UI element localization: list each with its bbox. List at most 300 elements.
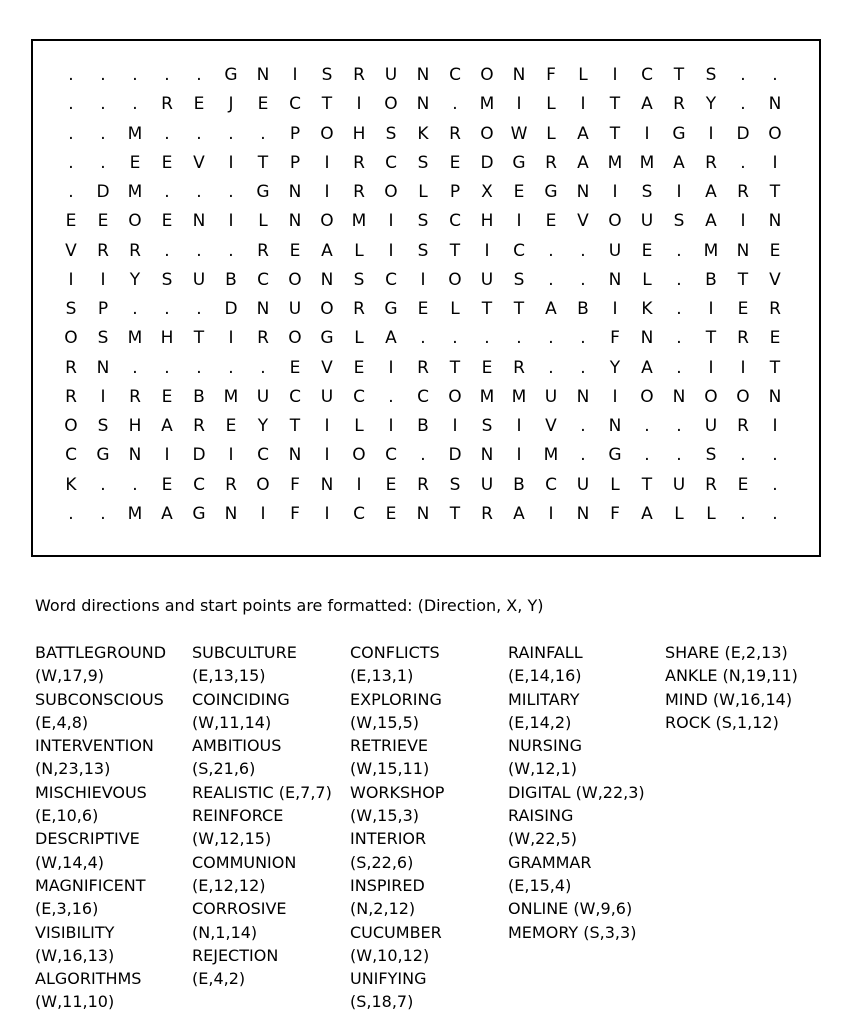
grid-cell: S: [97, 328, 109, 349]
word-column: [508, 641, 645, 944]
grid-cell: I: [708, 123, 714, 144]
grid-cell: C: [385, 445, 397, 466]
grid-cell: B: [193, 386, 205, 407]
grid-cell: O: [320, 123, 334, 144]
grid-cell: O: [64, 416, 78, 436]
grid-row: [55, 89, 815, 119]
grid-cell: A: [705, 182, 717, 202]
grid-cell: I: [484, 240, 490, 261]
grid-cell: N: [416, 94, 430, 115]
grid-cell: N: [768, 386, 782, 407]
word-entry: UNIFYING: [350, 969, 427, 989]
grid-cell: T: [449, 503, 461, 524]
grid-cell: M: [479, 94, 495, 115]
grid-cell: E: [97, 211, 109, 232]
grid-cell: S: [481, 416, 493, 436]
grid-cell: I: [516, 445, 522, 466]
grid-cell: R: [129, 386, 141, 407]
grid-cell: E: [769, 240, 781, 261]
word-entry: ROCK (S,1,12): [665, 712, 779, 732]
word-entry: SUBCULTURE: [192, 643, 297, 662]
grid-cell: S: [417, 240, 429, 261]
grid-cell: I: [228, 445, 234, 466]
grid-cell: .: [100, 65, 106, 85]
grid-cell: B: [513, 474, 525, 495]
grid-cell: O: [256, 474, 270, 495]
grid-cell: M: [639, 152, 655, 173]
word-entry: (S,21,6): [192, 759, 256, 779]
grid-cell: D: [480, 152, 494, 173]
grid-cell: H: [128, 416, 142, 436]
grid-cell: T: [321, 94, 333, 115]
grid-cell: U: [640, 211, 654, 232]
word-entry: ONLINE (W,9,6): [508, 899, 633, 919]
grid-cell: .: [420, 445, 426, 466]
grid-cell: F: [290, 503, 300, 524]
grid-cell: .: [548, 240, 554, 261]
grid-cell: .: [772, 445, 778, 466]
grid-cell: .: [772, 65, 778, 85]
grid-cell: N: [128, 445, 142, 466]
grid-cell: .: [68, 503, 74, 524]
grid-cell: I: [452, 416, 458, 436]
grid-cell: .: [100, 503, 106, 524]
word-entry: ALGORITHMS: [35, 969, 142, 989]
grid-cell: N: [512, 65, 526, 85]
grid-row: [55, 265, 815, 295]
grid-cell: D: [736, 123, 750, 144]
grid-cell: U: [704, 416, 718, 436]
grid-cell: E: [737, 474, 749, 495]
grid-cell: O: [128, 211, 142, 232]
grid-cell: V: [193, 152, 205, 173]
grid-cell: E: [353, 357, 365, 378]
grid-cell: C: [289, 386, 301, 407]
grid-cell: C: [545, 474, 557, 495]
grid-cell: G: [608, 445, 622, 466]
grid-cell: O: [480, 65, 494, 85]
grid-cell: I: [228, 152, 234, 173]
word-entry: SHARE (E,2,13): [665, 643, 788, 662]
word-entry: RETRIEVE: [350, 736, 428, 756]
grid-cell: C: [641, 65, 653, 85]
grid-cell: A: [513, 503, 525, 524]
grid-cell: G: [256, 182, 270, 202]
grid-cell: N: [608, 416, 622, 436]
grid-cell: G: [544, 182, 558, 202]
grid-cell: T: [769, 357, 781, 378]
grid-cell: .: [676, 240, 682, 261]
grid-cell: .: [644, 445, 650, 466]
grid-cell: M: [127, 182, 143, 202]
grid-cell: F: [610, 503, 620, 524]
word-entry: (W,15,11): [350, 759, 430, 779]
word-entry: MIND (W,16,14): [665, 689, 793, 709]
grid-cell: D: [192, 445, 206, 466]
grid-cell: E: [545, 211, 557, 232]
grid-cell: U: [672, 474, 686, 495]
word-entry: AMBITIOUS: [192, 736, 282, 756]
word-entry: (S,18,7): [350, 992, 414, 1012]
word-column: [192, 641, 332, 990]
grid-cell: N: [256, 65, 270, 85]
grid-cell: .: [676, 445, 682, 466]
grid-cell: V: [577, 211, 589, 232]
grid-cell: .: [260, 357, 266, 378]
grid-cell: .: [772, 503, 778, 524]
grid-cell: O: [768, 123, 782, 144]
grid-cell: P: [289, 123, 301, 144]
grid-cell: .: [548, 269, 554, 290]
grid-row: [55, 236, 815, 266]
word-entry: (W,11,14): [192, 712, 272, 732]
grid-cell: O: [480, 123, 494, 144]
grid-cell: E: [513, 182, 525, 202]
grid-cell: .: [388, 386, 394, 407]
grid-cell: I: [740, 211, 746, 232]
grid-cell: M: [607, 152, 623, 173]
grid-cell: T: [449, 357, 461, 378]
grid-cell: R: [257, 240, 269, 261]
grid-cell: G: [672, 123, 686, 144]
grid-cell: .: [196, 357, 202, 378]
grid-cell: C: [449, 211, 461, 232]
grid-cell: U: [608, 240, 622, 261]
grid-cell: T: [609, 123, 621, 144]
grid-cell: A: [673, 152, 685, 173]
grid-cell: M: [127, 503, 143, 524]
grid-cell: .: [420, 328, 426, 349]
grid-cell: .: [164, 357, 170, 378]
grid-cell: G: [224, 65, 238, 85]
grid-cell: R: [705, 152, 717, 173]
grid-cell: S: [385, 123, 397, 144]
grid-cell: K: [417, 123, 429, 144]
grid-cell: S: [449, 474, 461, 495]
word-entry: (W,16,13): [35, 945, 115, 965]
grid-cell: .: [740, 152, 746, 173]
grid-cell: R: [545, 152, 557, 173]
grid-cell: .: [740, 503, 746, 524]
grid-cell: B: [225, 269, 237, 290]
grid-cell: G: [320, 328, 334, 349]
grid-cell: M: [703, 240, 719, 261]
grid-cell: .: [228, 182, 234, 202]
grid-cell: I: [100, 269, 106, 290]
grid-cell: S: [705, 65, 717, 85]
grid-cell: N: [224, 503, 238, 524]
grid-cell: .: [580, 357, 586, 378]
grid-cell: T: [257, 152, 269, 173]
grid-cell: C: [257, 445, 269, 466]
grid-cell: .: [132, 299, 138, 319]
grid-cell: T: [609, 94, 621, 115]
grid-cell: .: [644, 416, 650, 436]
grid-row: [55, 148, 815, 178]
grid-cell: R: [193, 416, 205, 436]
grid-cell: I: [772, 152, 778, 173]
word-entry: (W,15,5): [350, 712, 420, 732]
grid-cell: M: [127, 123, 143, 144]
grid-cell: E: [289, 357, 301, 378]
word-entry: (N,1,14): [192, 922, 258, 942]
grid-cell: .: [100, 123, 106, 144]
grid-cell: T: [289, 416, 301, 436]
grid-cell: I: [612, 299, 618, 319]
grid-cell: .: [260, 123, 266, 144]
grid-cell: S: [417, 211, 429, 232]
grid-cell: U: [544, 386, 558, 407]
grid-cell: M: [223, 386, 239, 407]
grid-cell: T: [513, 299, 525, 319]
word-entry: ANKLE (N,19,11): [665, 666, 798, 686]
grid-cell: M: [511, 386, 527, 407]
grid-cell: R: [353, 299, 365, 319]
grid-cell: I: [164, 445, 170, 466]
grid-cell: I: [260, 503, 266, 524]
grid-cell: .: [68, 182, 74, 202]
grid-cell: A: [641, 357, 653, 378]
grid-cell: R: [417, 474, 429, 495]
grid-cell: .: [164, 182, 170, 202]
grid-cell: E: [417, 299, 429, 319]
grid-cell: N: [576, 182, 590, 202]
grid-cell: I: [612, 65, 618, 85]
grid-cell: C: [417, 386, 429, 407]
grid-cell: C: [353, 386, 365, 407]
word-entry: (W,12,1): [508, 759, 578, 779]
grid-cell: .: [452, 94, 458, 115]
grid-cell: .: [132, 357, 138, 378]
grid-cell: O: [608, 211, 622, 232]
grid-cell: E: [257, 94, 269, 115]
grid-cell: L: [354, 240, 364, 261]
grid-cell: R: [161, 94, 173, 115]
word-entry: RAISING: [508, 806, 574, 826]
grid-cell: O: [288, 328, 302, 349]
grid-cell: .: [548, 328, 554, 349]
grid-cell: S: [705, 445, 717, 466]
grid-cell: L: [354, 328, 364, 349]
word-entry: INTERVENTION: [35, 736, 154, 756]
grid-cell: I: [292, 65, 298, 85]
grid-cell: P: [449, 182, 461, 202]
grid-row: [55, 177, 815, 207]
grid-cell: .: [740, 445, 746, 466]
word-column: [35, 641, 166, 1014]
grid-cell: I: [516, 416, 522, 436]
grid-cell: N: [576, 386, 590, 407]
grid-cell: N: [320, 474, 334, 495]
grid-cell: .: [580, 445, 586, 466]
grid-cell: I: [772, 416, 778, 436]
grid-cell: O: [384, 182, 398, 202]
grid-cell: L: [418, 182, 428, 202]
grid-cell: R: [97, 240, 109, 261]
word-entry: (W,12,15): [192, 829, 272, 849]
grid-cell: N: [288, 182, 302, 202]
grid-cell: R: [737, 182, 749, 202]
grid-cell: T: [641, 474, 653, 495]
grid-cell: N: [768, 94, 782, 115]
grid-cell: N: [480, 445, 494, 466]
word-entry: WORKSHOP: [350, 782, 445, 802]
word-entry: RAINFALL: [508, 643, 583, 662]
grid-cell: U: [480, 269, 494, 290]
grid-cell: O: [288, 269, 302, 290]
word-entry: SUBCONSCIOUS: [35, 689, 164, 709]
word-entry: COINCIDING: [192, 689, 290, 709]
word-entry: (E,4,8): [35, 712, 89, 732]
grid-cell: L: [642, 269, 652, 290]
grid-cell: Y: [705, 94, 717, 115]
grid-cell: R: [705, 474, 717, 495]
grid-row: [55, 206, 815, 236]
grid-cell: F: [610, 328, 620, 349]
grid-cell: N: [96, 357, 110, 378]
grid-cell: C: [289, 94, 301, 115]
grid-cell: .: [68, 94, 74, 115]
grid-cell: I: [676, 182, 682, 202]
grid-cell: J: [228, 94, 234, 115]
grid-cell: .: [580, 328, 586, 349]
grid-cell: R: [65, 357, 77, 378]
grid-cell: A: [161, 416, 173, 436]
word-entry: DIGITAL (W,22,3): [508, 782, 645, 802]
grid-cell: V: [769, 269, 781, 290]
grid-cell: S: [513, 269, 525, 290]
grid-cell: P: [97, 299, 109, 319]
word-entry: (W,11,10): [35, 992, 115, 1012]
grid-cell: I: [324, 445, 330, 466]
grid-cell: V: [65, 240, 77, 261]
grid-cell: Y: [609, 357, 621, 378]
grid-cell: S: [353, 269, 365, 290]
grid-cell: E: [161, 474, 173, 495]
grid-cell: B: [577, 299, 589, 319]
grid-cell: E: [641, 240, 653, 261]
grid-cell: T: [769, 182, 781, 202]
grid-cell: M: [479, 386, 495, 407]
grid-cell: C: [513, 240, 525, 261]
grid-row: [55, 294, 815, 324]
grid-cell: T: [705, 328, 717, 349]
word-entry: DESCRIPTIVE: [35, 829, 140, 849]
grid-cell: L: [546, 94, 556, 115]
grid-cell: O: [320, 299, 334, 319]
grid-cell: A: [577, 152, 589, 173]
grid-cell: O: [704, 386, 718, 407]
grid-cell: G: [192, 503, 206, 524]
grid-cell: P: [289, 152, 301, 173]
grid-cell: C: [65, 445, 77, 466]
grid-cell: S: [673, 211, 685, 232]
grid-cell: I: [548, 503, 554, 524]
grid-cell: E: [161, 386, 173, 407]
grid-row: [55, 470, 815, 500]
grid-cell: C: [385, 269, 397, 290]
grid-cell: I: [612, 182, 618, 202]
grid-cell: R: [225, 474, 237, 495]
grid-cell: .: [580, 416, 586, 436]
grid-cell: .: [484, 328, 490, 349]
grid-cell: R: [737, 416, 749, 436]
grid-cell: N: [416, 65, 430, 85]
grid-cell: E: [225, 416, 237, 436]
word-entry: (E,13,1): [350, 666, 414, 686]
grid-cell: G: [512, 152, 526, 173]
grid-cell: K: [65, 474, 77, 495]
grid-cell: I: [708, 357, 714, 378]
grid-cell: .: [196, 240, 202, 261]
word-entry: CUCUMBER: [350, 922, 442, 942]
word-entry: INTERIOR: [350, 829, 427, 849]
grid-cell: T: [481, 299, 493, 319]
grid-cell: O: [384, 94, 398, 115]
word-entry: REALISTIC (E,7,7): [192, 782, 332, 802]
grid-cell: V: [321, 357, 333, 378]
grid-cell: M: [543, 445, 559, 466]
grid-cell: I: [100, 386, 106, 407]
grid-cell: N: [416, 503, 430, 524]
grid-row: [55, 60, 815, 90]
grid-cell: M: [127, 328, 143, 349]
grid-cell: E: [449, 152, 461, 173]
grid-cell: L: [706, 503, 716, 524]
grid-cell: Y: [257, 416, 269, 436]
grid-cell: N: [288, 445, 302, 466]
grid-cell: .: [228, 240, 234, 261]
grid-cell: I: [420, 269, 426, 290]
word-entry: (E,13,15): [192, 666, 266, 686]
grid-cell: R: [449, 123, 461, 144]
word-entry: (W,14,4): [35, 852, 105, 872]
grid-cell: .: [68, 123, 74, 144]
word-entry: (W,10,12): [350, 945, 430, 965]
grid-cell: R: [513, 357, 525, 378]
word-entry: MEMORY (S,3,3): [508, 922, 637, 942]
grid-cell: I: [644, 123, 650, 144]
grid-cell: I: [356, 94, 362, 115]
word-entry: (E,15,4): [508, 875, 572, 895]
grid-cell: O: [64, 328, 78, 349]
grid-cell: N: [768, 211, 782, 232]
grid-cell: I: [516, 94, 522, 115]
grid-cell: K: [641, 299, 653, 319]
word-column: [350, 641, 444, 1014]
grid-row: [55, 440, 815, 470]
grid-cell: N: [576, 503, 590, 524]
grid-cell: S: [417, 152, 429, 173]
grid-cell: .: [772, 474, 778, 495]
word-entry: (E,10,6): [35, 806, 99, 826]
word-entry: MISCHIEVOUS: [35, 782, 147, 802]
word-entry: (W,15,3): [350, 806, 420, 826]
word-entry: COMMUNION: [192, 852, 297, 872]
word-entry: REINFORCE: [192, 806, 284, 826]
grid-cell: L: [258, 211, 268, 232]
grid-cell: I: [516, 211, 522, 232]
grid-cell: .: [132, 94, 138, 115]
grid-cell: D: [448, 445, 462, 466]
grid-cell: B: [417, 416, 429, 436]
word-entry: INSPIRED: [350, 875, 425, 895]
grid-cell: U: [256, 386, 270, 407]
grid-cell: E: [385, 474, 397, 495]
word-entry: GRAMMAR: [508, 852, 592, 872]
grid-cell: L: [546, 123, 556, 144]
grid-cell: L: [354, 416, 364, 436]
